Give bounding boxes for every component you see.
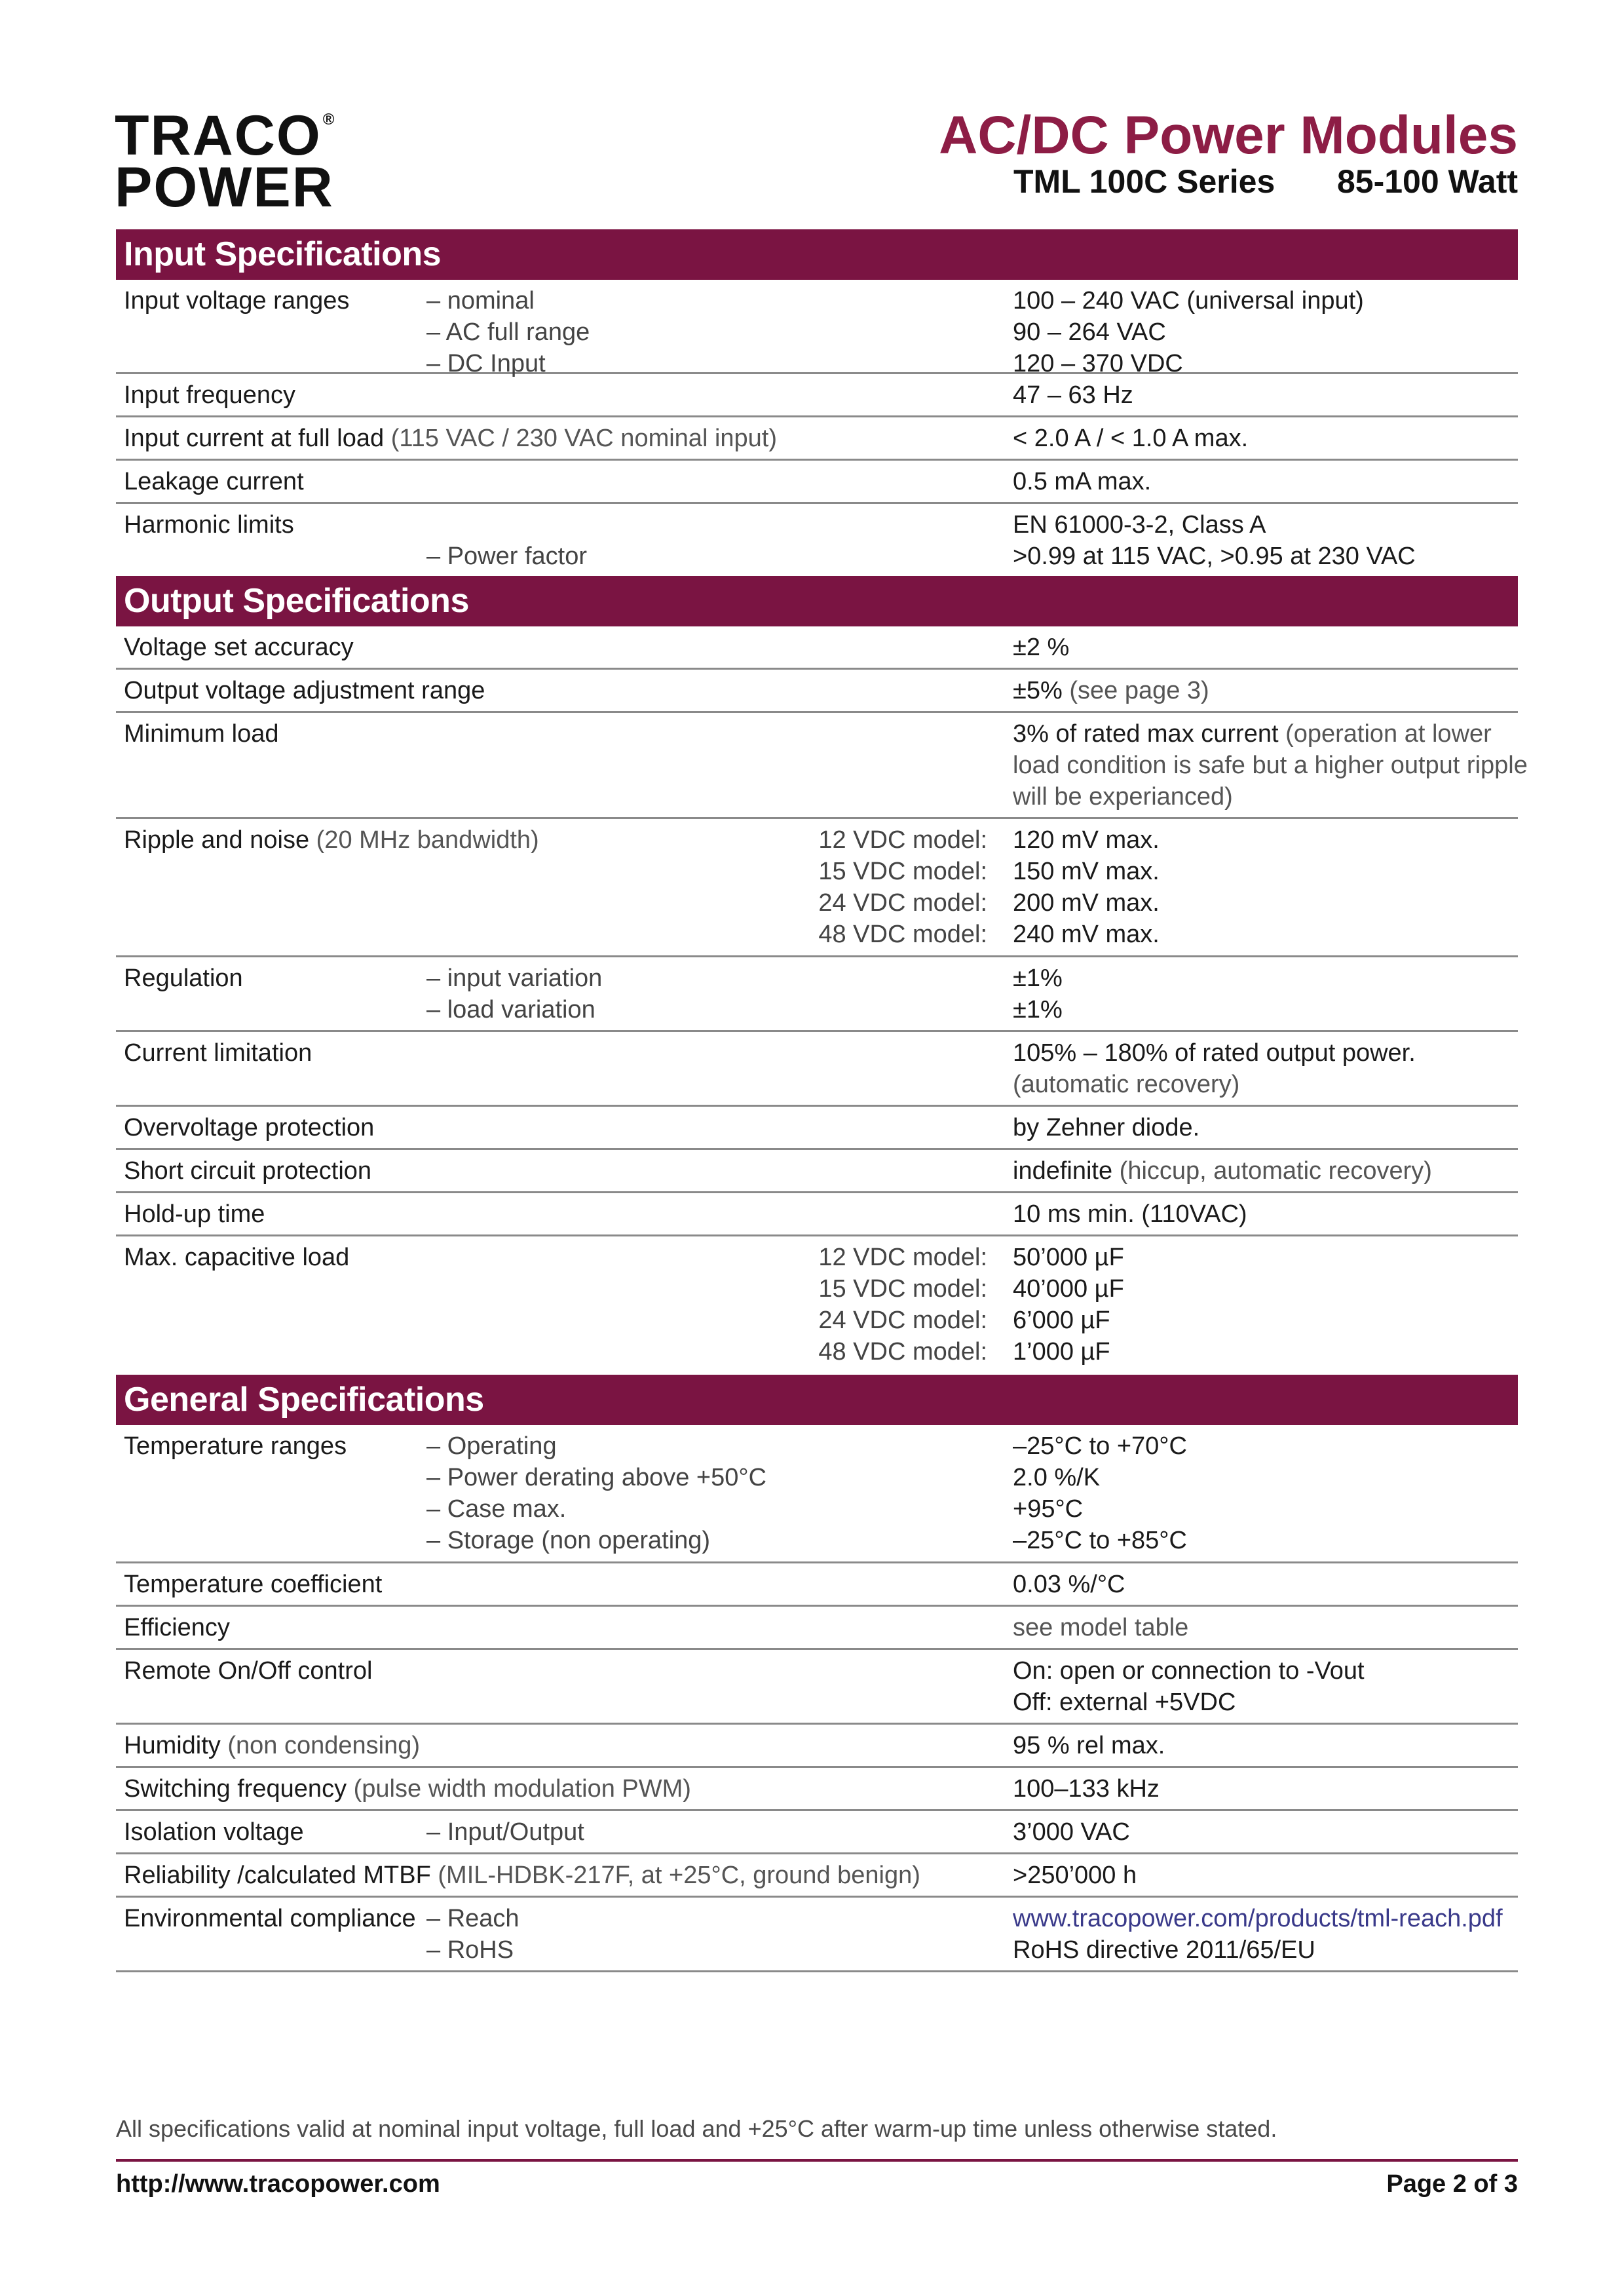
spec-label-text: Ripple and noise bbox=[124, 826, 310, 854]
spec-values bbox=[1013, 1032, 1416, 1100]
spec-label: Voltage set accuracy bbox=[124, 634, 354, 661]
spec-value: 120 mV max. bbox=[1013, 826, 1160, 854]
spec-value: 100 – 240 VAC (universal input) bbox=[1013, 287, 1364, 315]
spec-sublabel: – nominal bbox=[426, 287, 535, 315]
spec-values bbox=[1013, 1898, 1503, 1966]
spec-value: >250’000 h bbox=[1013, 1862, 1137, 1889]
spec-sublabel: – Operating bbox=[426, 1432, 557, 1460]
spec-value: ±1% bbox=[1013, 996, 1063, 1024]
spec-values bbox=[1013, 280, 1364, 379]
spec-row-minimum-load bbox=[116, 713, 1528, 819]
spec-value: 0.5 mA max. bbox=[1013, 468, 1152, 495]
spec-value: 6’000 µF bbox=[1013, 1307, 1110, 1334]
spec-label: Efficiency bbox=[124, 1614, 230, 1641]
spec-value-text: indefinite bbox=[1013, 1157, 1113, 1185]
section-header-input: Input Specifications bbox=[116, 229, 1518, 280]
spec-value-text: ±5% bbox=[1013, 677, 1063, 704]
spec-value: 90 – 264 VAC bbox=[1013, 318, 1166, 346]
spec-value: EN 61000-3-2, Class A bbox=[1013, 511, 1266, 539]
spec-value: 200 mV max. bbox=[1013, 889, 1160, 917]
spec-row-efficiency bbox=[116, 1607, 1518, 1650]
spec-value: 100–133 kHz bbox=[1013, 1775, 1160, 1803]
spec-row-hold-up-time bbox=[116, 1193, 1518, 1236]
spec-value: >0.99 at 115 VAC, >0.95 at 230 VAC bbox=[1013, 543, 1416, 570]
spec-table bbox=[116, 229, 1528, 1972]
model-label: 24 VDC model: bbox=[818, 889, 987, 917]
spec-row-input-frequency bbox=[116, 374, 1518, 417]
spec-sublabel: – Input/Output bbox=[426, 1818, 584, 1846]
spec-row-humidity bbox=[116, 1725, 1518, 1768]
spec-label-note: (20 MHz bandwidth) bbox=[309, 826, 539, 854]
spec-value-text: 3% of rated max current bbox=[1013, 720, 1279, 748]
spec-label: Leakage current bbox=[124, 468, 304, 495]
spec-label: Hold-up time bbox=[124, 1200, 265, 1228]
spec-row-temperature-coefficient bbox=[116, 1563, 1518, 1607]
spec-label bbox=[124, 1854, 920, 1891]
model-label: 15 VDC model: bbox=[818, 858, 987, 885]
spec-label: Max. capacitive load bbox=[124, 1244, 350, 1271]
spec-label: Temperature coefficient bbox=[124, 1571, 383, 1598]
model-label: 12 VDC model: bbox=[818, 826, 987, 854]
spec-label bbox=[124, 1725, 420, 1761]
spec-label: Regulation bbox=[124, 965, 243, 992]
spec-row-harmonic-limits bbox=[116, 504, 1518, 576]
spec-row-current-limitation bbox=[116, 1032, 1518, 1107]
spec-row-voltage-set-accuracy bbox=[116, 626, 1518, 670]
section-header-general: General Specifications bbox=[116, 1375, 1518, 1425]
spec-label bbox=[124, 417, 777, 454]
spec-value: see model table bbox=[1013, 1614, 1189, 1641]
spec-label-text: Switching frequency bbox=[124, 1775, 347, 1803]
spec-value: 120 – 370 VDC bbox=[1013, 350, 1183, 377]
spec-value-note: load condition is safe but a higher output ripple bbox=[1013, 752, 1528, 779]
logo-line1: TRACO bbox=[115, 104, 322, 167]
reach-link[interactable]: www.tracopower.com/products/tml-reach.pdf bbox=[1013, 1905, 1503, 1932]
spec-values bbox=[1013, 1425, 1187, 1556]
model-label: 12 VDC model: bbox=[818, 1244, 987, 1271]
model-label: 15 VDC model: bbox=[818, 1275, 987, 1303]
spec-model-labels bbox=[818, 819, 987, 950]
spec-label: Input voltage ranges bbox=[124, 287, 350, 315]
spec-value: 105% – 180% of rated output power. bbox=[1013, 1039, 1416, 1067]
spec-value: 47 – 63 Hz bbox=[1013, 381, 1133, 409]
spec-label-text: Input current at full load bbox=[124, 425, 385, 452]
spec-row-overvoltage-protection bbox=[116, 1107, 1518, 1150]
spec-values bbox=[1013, 504, 1416, 572]
model-label: 48 VDC model: bbox=[818, 921, 987, 948]
spec-row-mtbf bbox=[116, 1854, 1518, 1898]
spec-value: Off: external +5VDC bbox=[1013, 1689, 1236, 1716]
spec-values bbox=[1013, 957, 1063, 1025]
spec-sublabel: – Storage (non operating) bbox=[426, 1527, 711, 1554]
spec-sublabels bbox=[426, 280, 590, 379]
spec-label-note: (non condensing) bbox=[220, 1732, 421, 1759]
spec-values bbox=[1013, 1236, 1124, 1368]
spec-value-note: will be experianced) bbox=[1013, 783, 1233, 811]
spec-value-note: (hiccup, automatic recovery) bbox=[1112, 1157, 1432, 1185]
spec-label: Output voltage adjustment range bbox=[124, 677, 485, 704]
model-label: 24 VDC model: bbox=[818, 1307, 987, 1334]
spec-row-isolation-voltage bbox=[116, 1811, 1518, 1854]
spec-label bbox=[124, 819, 539, 856]
spec-values bbox=[1013, 819, 1160, 950]
spec-value: 0.03 %/°C bbox=[1013, 1571, 1125, 1598]
spec-sublabel: – DC Input bbox=[426, 350, 546, 377]
spec-sublabels bbox=[426, 1898, 519, 1966]
logo-registered-mark: ® bbox=[322, 111, 336, 128]
spec-label: Current limitation bbox=[124, 1039, 312, 1067]
spec-value-note: (automatic recovery) bbox=[1013, 1071, 1240, 1098]
model-label: 48 VDC model: bbox=[818, 1338, 987, 1366]
traco-power-logo bbox=[115, 104, 336, 220]
document-title: AC/DC Power Modules bbox=[939, 105, 1518, 165]
spec-row-short-circuit-protection bbox=[116, 1150, 1518, 1193]
spec-value: 3’000 VAC bbox=[1013, 1818, 1130, 1846]
spec-value: +95°C bbox=[1013, 1495, 1084, 1523]
spec-label-note: (pulse width modulation PWM) bbox=[347, 1775, 691, 1803]
spec-sublabel: – Case max. bbox=[426, 1495, 567, 1523]
spec-value: 40’000 µF bbox=[1013, 1275, 1124, 1303]
spec-sublabel: – Power derating above +50°C bbox=[426, 1464, 767, 1491]
spec-row-capacitive-load bbox=[116, 1236, 1518, 1375]
spec-sublabel: – AC full range bbox=[426, 318, 590, 346]
spec-value-note: (see page 3) bbox=[1062, 677, 1209, 704]
spec-value: 10 ms min. (110VAC) bbox=[1013, 1200, 1247, 1228]
spec-label: Environmental compliance bbox=[124, 1905, 416, 1932]
spec-value: ±2 % bbox=[1013, 634, 1070, 661]
spec-row-switching-frequency bbox=[116, 1768, 1518, 1811]
spec-value: ±1% bbox=[1013, 965, 1063, 992]
spec-sublabels bbox=[426, 1425, 766, 1556]
spec-label: Overvoltage protection bbox=[124, 1114, 375, 1141]
spec-row-ripple-noise bbox=[116, 819, 1518, 957]
spec-label-text: Reliability /calculated MTBF bbox=[124, 1862, 431, 1889]
spec-value bbox=[1013, 670, 1209, 706]
spec-value: < 2.0 A / < 1.0 A max. bbox=[1013, 425, 1249, 452]
spec-sublabel: – Power factor bbox=[426, 543, 587, 570]
spec-row-regulation bbox=[116, 957, 1518, 1032]
spec-label: Input frequency bbox=[124, 381, 295, 409]
spec-sublabel: – input variation bbox=[426, 965, 603, 992]
spec-label: Remote On/Off control bbox=[124, 1657, 373, 1685]
spec-values bbox=[1013, 1650, 1365, 1718]
spec-value-line bbox=[1013, 718, 1528, 750]
spec-label: Temperature ranges bbox=[124, 1432, 347, 1460]
footer-url-link[interactable]: http://www.tracopower.com bbox=[116, 2170, 440, 2198]
spec-label-note: (115 VAC / 230 VAC nominal input) bbox=[384, 425, 777, 452]
spec-sublabel: – RoHS bbox=[426, 1936, 514, 1964]
logo-line2: POWER bbox=[115, 156, 334, 220]
spec-value: 50’000 µF bbox=[1013, 1244, 1124, 1271]
spec-value-note: (operation at lower bbox=[1278, 720, 1492, 748]
series-name: TML 100C Series bbox=[1013, 163, 1275, 200]
footer-divider bbox=[116, 2159, 1518, 2162]
spec-label: Isolation voltage bbox=[124, 1818, 304, 1846]
spec-row-environmental-compliance bbox=[116, 1898, 1518, 1972]
spec-value: 1’000 µF bbox=[1013, 1338, 1110, 1366]
spec-sublabels bbox=[426, 957, 602, 1025]
spec-label: Minimum load bbox=[124, 720, 279, 748]
spec-value: 2.0 %/K bbox=[1013, 1464, 1101, 1491]
page-number: Page 2 of 3 bbox=[1386, 2170, 1518, 2198]
spec-value: 150 mV max. bbox=[1013, 858, 1160, 885]
spec-row-output-adjustment bbox=[116, 670, 1518, 713]
spec-label: Harmonic limits bbox=[124, 511, 294, 539]
spec-value: –25°C to +70°C bbox=[1013, 1432, 1187, 1460]
spec-value bbox=[1013, 1150, 1432, 1187]
footer-note: All specifications valid at nominal input voltage, full load and +25°C after warm-up time unless otherwise stated. bbox=[116, 2115, 1277, 2142]
spec-values bbox=[1013, 713, 1528, 813]
spec-label bbox=[124, 1768, 691, 1805]
spec-value: 240 mV max. bbox=[1013, 921, 1160, 948]
spec-label-text: Humidity bbox=[124, 1732, 221, 1759]
spec-row-remote-on-off bbox=[116, 1650, 1518, 1725]
spec-value: RoHS directive 2011/65/EU bbox=[1013, 1936, 1315, 1964]
spec-row-input-current bbox=[116, 417, 1518, 461]
spec-value: 95 % rel max. bbox=[1013, 1732, 1165, 1759]
spec-label: Short circuit protection bbox=[124, 1157, 372, 1185]
spec-row-input-voltage bbox=[116, 280, 1518, 377]
spec-sublabel: – load variation bbox=[426, 996, 595, 1024]
spec-value: by Zehner diode. bbox=[1013, 1114, 1200, 1141]
wattage-range: 85-100 Watt bbox=[1336, 163, 1518, 200]
spec-value: –25°C to +85°C bbox=[1013, 1527, 1187, 1554]
spec-label-note: (MIL-HDBK-217F, at +25°C, ground benign) bbox=[430, 1862, 920, 1889]
spec-sublabel: – Reach bbox=[426, 1905, 519, 1932]
section-header-output: Output Specifications bbox=[116, 576, 1518, 626]
spec-model-labels bbox=[818, 1236, 987, 1368]
spec-row-temperature-ranges bbox=[116, 1425, 1518, 1563]
spec-row-leakage-current bbox=[116, 461, 1518, 504]
spec-value: On: open or connection to -Vout bbox=[1013, 1657, 1365, 1685]
